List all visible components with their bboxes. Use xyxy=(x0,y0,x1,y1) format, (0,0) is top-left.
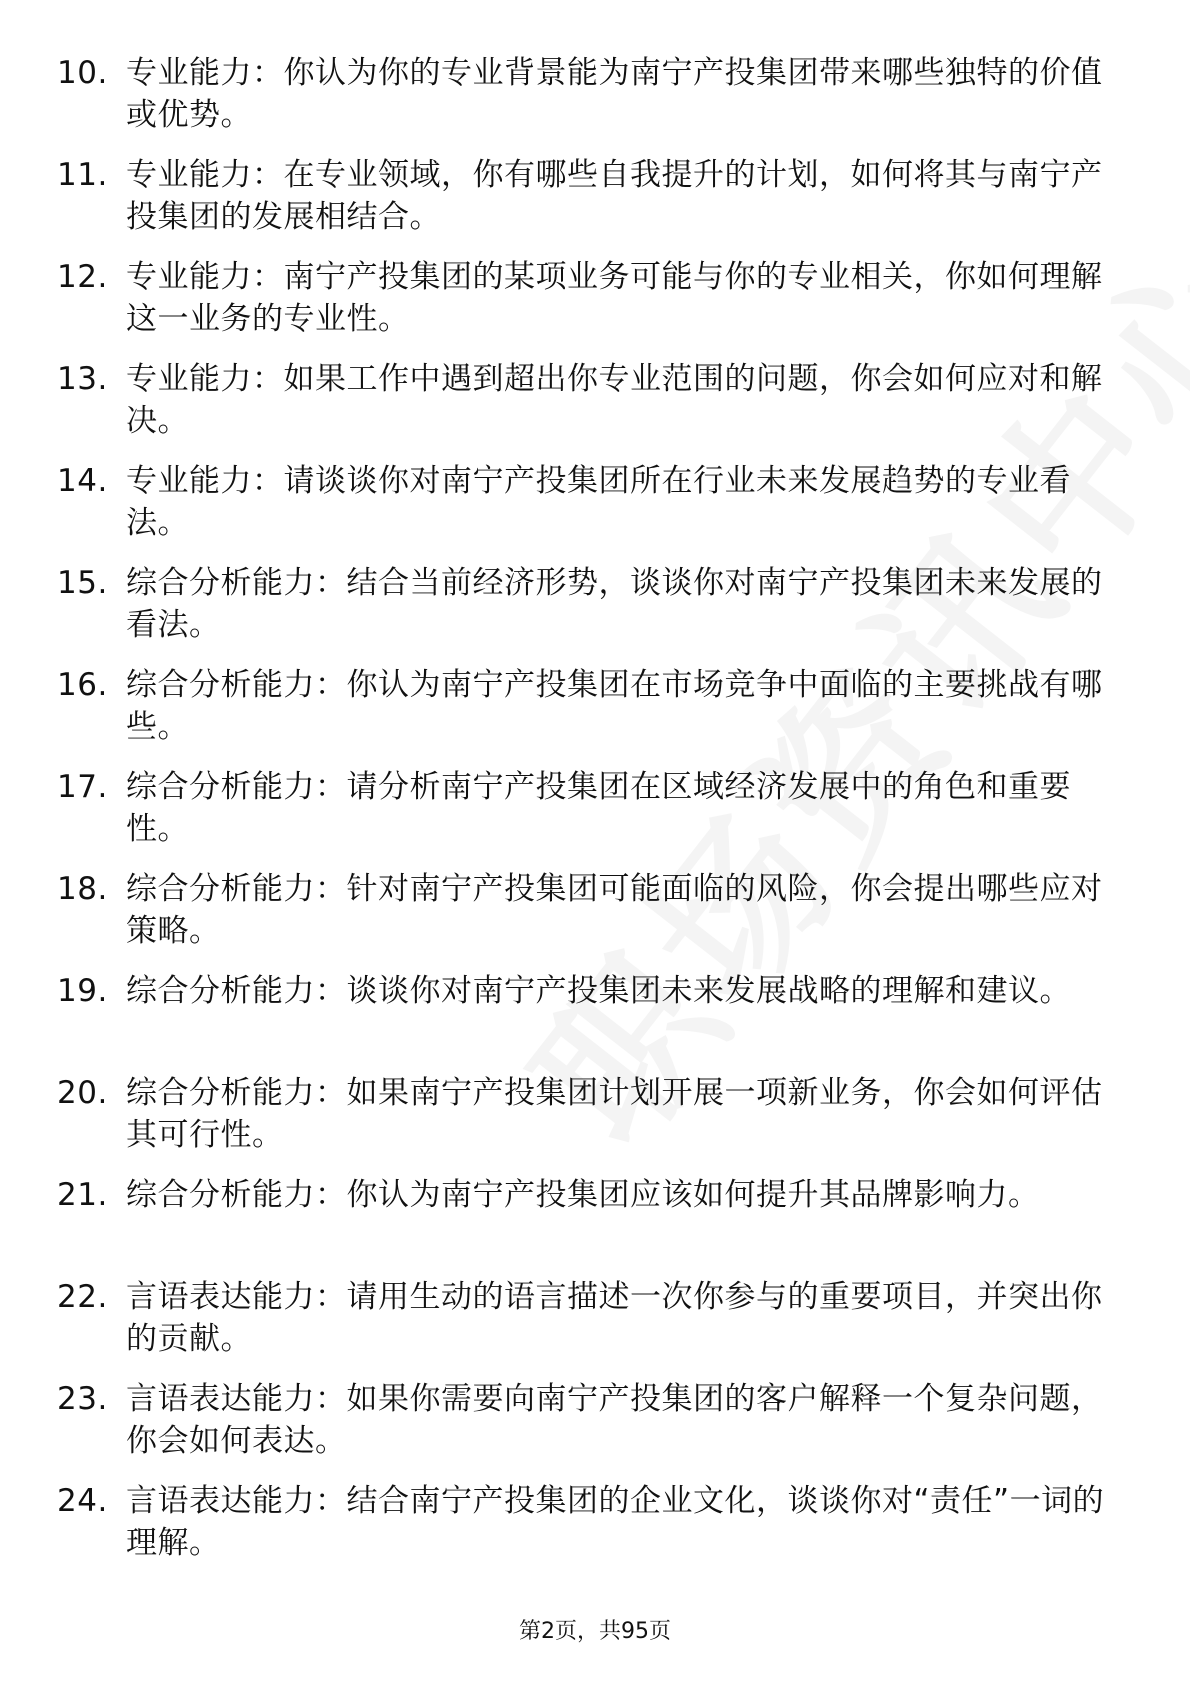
question-number: 16. xyxy=(57,667,108,703)
question-list xyxy=(57,52,1117,1582)
question-text: 综合分析能力：你认为南宁产投集团应该如何提升其品牌影响力。 xyxy=(126,1177,1040,1213)
question-number: 22. xyxy=(57,1279,108,1315)
question-number: 13. xyxy=(57,361,108,397)
question-number: 12. xyxy=(57,259,108,295)
question-text: 专业能力：请谈谈你对南宁产投集团所在行业未来发展趋势的专业看法。 xyxy=(126,463,1071,541)
question-number: 11. xyxy=(57,157,108,193)
question-text: 专业能力：在专业领域，你有哪些自我提升的计划，如何将其与南宁产投集团的发展相结合。 xyxy=(126,157,1103,235)
question-number: 19. xyxy=(57,973,108,1009)
question-text: 综合分析能力：请分析南宁产投集团在区域经济发展中的角色和重要性。 xyxy=(126,769,1071,847)
question-item xyxy=(57,256,1117,358)
question-number: 24. xyxy=(57,1483,108,1519)
question-item xyxy=(57,664,1117,766)
question-number: 14. xyxy=(57,463,108,499)
question-item xyxy=(57,52,1117,154)
question-item xyxy=(57,868,1117,970)
question-item xyxy=(57,154,1117,256)
question-number: 10. xyxy=(57,55,108,91)
question-item xyxy=(57,1480,1117,1582)
question-number: 21. xyxy=(57,1177,108,1213)
question-number: 23. xyxy=(57,1381,108,1417)
question-text: 言语表达能力：结合南宁产投集团的企业文化，谈谈你对“责任”一词的理解。 xyxy=(126,1483,1105,1561)
question-item xyxy=(57,1174,1117,1276)
question-item xyxy=(57,460,1117,562)
question-number: 17. xyxy=(57,769,108,805)
question-item xyxy=(57,562,1117,664)
question-item xyxy=(57,1378,1117,1480)
question-text: 专业能力：你认为你的专业背景能为南宁产投集团带来哪些独特的价值或优势。 xyxy=(126,55,1103,133)
question-text: 综合分析能力：谈谈你对南宁产投集团未来发展战略的理解和建议。 xyxy=(126,973,1071,1009)
question-item xyxy=(57,970,1117,1072)
question-text: 言语表达能力：如果你需要向南宁产投集团的客户解释一个复杂问题，你会如何表达。 xyxy=(126,1381,1103,1459)
page-number: 第2页，共95页 xyxy=(519,1619,671,1644)
question-text: 专业能力：南宁产投集团的某项业务可能与你的专业相关，你如何理解这一业务的专业性。 xyxy=(126,259,1103,337)
question-item xyxy=(57,766,1117,868)
question-text: 专业能力：如果工作中遇到超出你专业范围的问题，你会如何应对和解决。 xyxy=(126,361,1103,439)
question-text: 综合分析能力：如果南宁产投集团计划开展一项新业务，你会如何评估其可行性。 xyxy=(126,1075,1103,1153)
question-item xyxy=(57,358,1117,460)
question-text: 综合分析能力：结合当前经济形势，谈谈你对南宁产投集团未来发展的看法。 xyxy=(126,565,1103,643)
question-text: 言语表达能力：请用生动的语言描述一次你参与的重要项目，并突出你的贡献。 xyxy=(126,1279,1103,1357)
question-item xyxy=(57,1276,1117,1378)
question-text: 综合分析能力：针对南宁产投集团可能面临的风险，你会提出哪些应对策略。 xyxy=(126,871,1103,949)
question-number: 18. xyxy=(57,871,108,907)
question-item xyxy=(57,1072,1117,1174)
question-text: 综合分析能力：你认为南宁产投集团在市场竞争中面临的主要挑战有哪些。 xyxy=(126,667,1103,745)
question-number: 15. xyxy=(57,565,108,601)
page-footer xyxy=(0,1614,1190,1645)
question-number: 20. xyxy=(57,1075,108,1111)
